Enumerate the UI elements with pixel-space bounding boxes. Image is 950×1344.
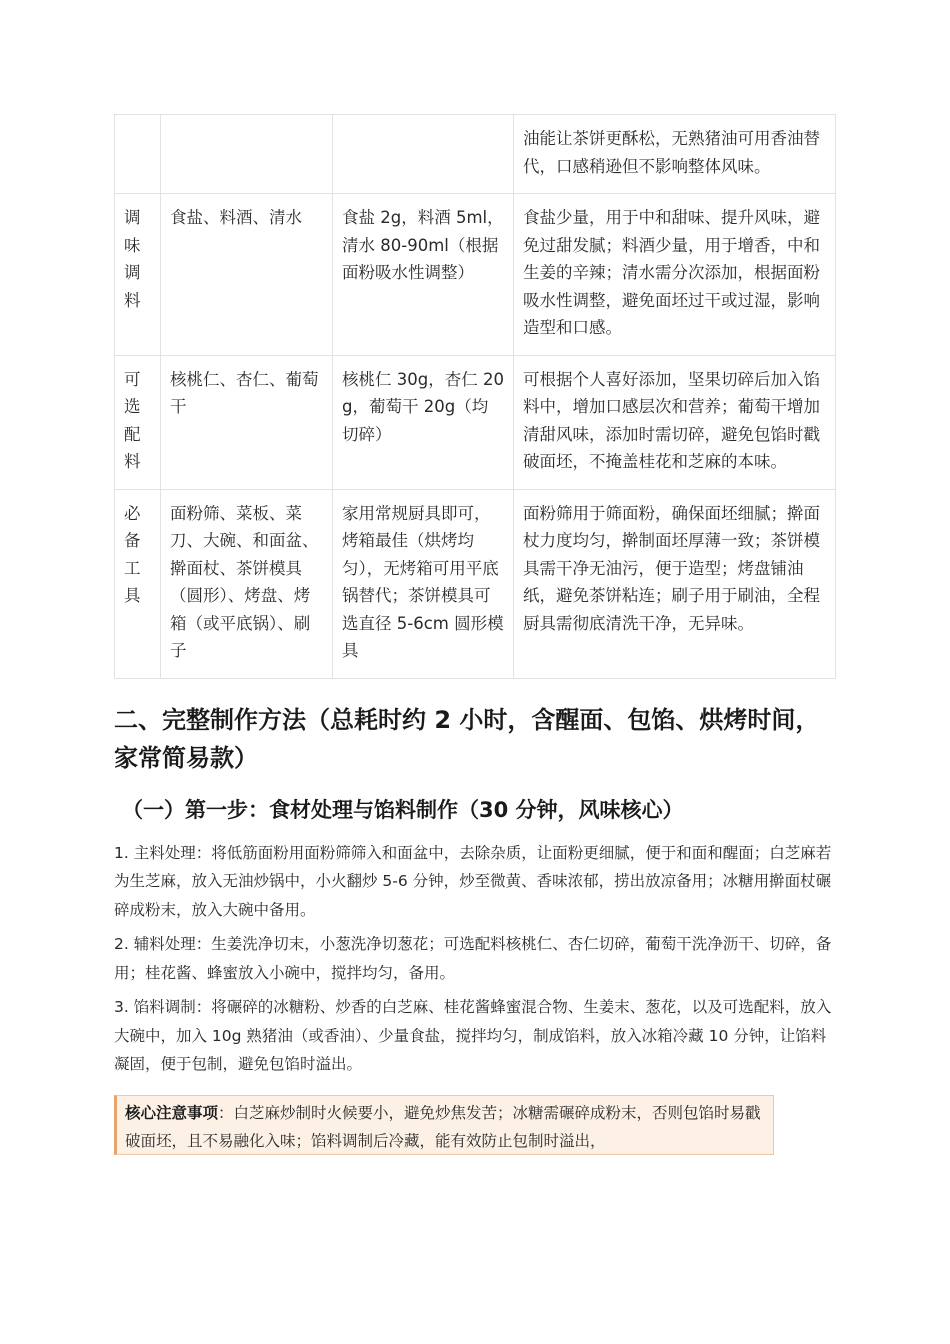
amount-cell (333, 115, 514, 194)
category-cell: 必备工具 (115, 489, 161, 678)
ingredients-table (114, 114, 836, 679)
step-paragraph: 2. 辅料处理：生姜洗净切末，小葱洗净切葱花；可选配料核桃仁、杏仁切碎，葡萄干洗净沥干、切碎，备用；桂花酱、蜂蜜放入小碗中，搅拌均匀，备用。 (114, 935, 832, 982)
items-cell: 食盐、料酒、清水 (161, 194, 333, 356)
category-cell: 调味调料 (115, 194, 161, 356)
amount-cell: 食盐 2g，料酒 5ml，清水 80-90ml（根据面粉吸水性调整） (333, 194, 514, 356)
table-row (115, 489, 836, 678)
step-paragraph: 3. 馅料调制：将碾碎的冰糖粉、炒香的白芝麻、桂花酱蜂蜜混合物、生姜末、葱花，以及可选配料，放入大碗中，加入 10g 熟猪油（或香油）、少量食盐，搅拌均匀，制成馅料，放入冰箱冷藏 10 分钟，让馅料凝固，便于包制，避免包馅时溢出。 (114, 998, 832, 1073)
note-cell: 油能让茶饼更酥松，无熟猪油可用香油替代，口感稍逊但不影响整体风味。 (514, 115, 836, 194)
items-cell (161, 115, 333, 194)
items-cell: 面粉筛、菜板、菜刀、大碗、和面盆、擀面杖、茶饼模具（圆形）、烤盘、烤箱（或平底锅）、刷子 (161, 489, 333, 678)
table-row (115, 194, 836, 356)
document-page (114, 114, 835, 1155)
note-callout (114, 1095, 774, 1155)
note-label: 核心注意事项 (125, 1103, 219, 1122)
note-cell: 食盐少量，用于中和甜味、提升风味，避免过甜发腻；料酒少量，用于增香，中和生姜的辛辣；清水需分次添加，根据面粉吸水性调整，避免面坯过干或过湿，影响造型和口感。 (514, 194, 836, 356)
category-cell: 可选配料 (115, 355, 161, 489)
amount-cell: 核桃仁 30g，杏仁 20g，葡萄干 20g（均切碎） (333, 355, 514, 489)
category-cell (115, 115, 161, 194)
step-heading: （一）第一步：食材处理与馅料制作（30 分钟，风味核心） (122, 797, 684, 822)
section-heading: 二、完整制作方法（总耗时约 2 小时，含醒面、包馅、烘烤时间，家常简易款） (114, 705, 820, 772)
items-cell: 核桃仁、杏仁、葡萄干 (161, 355, 333, 489)
note-cell: 可根据个人喜好添加，坚果切碎后加入馅料中，增加口感层次和营养；葡萄干增加清甜风味，添加时需切碎，避免包馅时戳破面坯，不掩盖桂花和芝麻的本味。 (514, 355, 836, 489)
step-paragraph: 1. 主料处理：将低筋面粉用面粉筛筛入和面盆中，去除杂质，让面粉更细腻，便于和面和醒面；白芝麻若为生芝麻，放入无油炒锅中，小火翻炒 5-6 分钟，炒至微黄、香味浓郁，捞出放凉备用；冰糖用擀面杖碾碎成粉末，放入大碗中备用。 (114, 843, 832, 919)
note-text: ：白芝麻炒制时火候要小，避免炒焦发苦；冰糖需碾碎成粉末，否则包馅时易戳破面坯，且不易融化入味；馅料调制后冷藏，能有效防止包制时溢出， (125, 1103, 761, 1150)
table-row (115, 115, 836, 194)
table-row (115, 355, 836, 489)
note-cell: 面粉筛用于筛面粉，确保面坯细腻；擀面杖力度均匀，擀制面坯厚薄一致；茶饼模具需干净无油污，便于造型；烤盘铺油纸，避免茶饼粘连；刷子用于刷油，全程厨具需彻底清洗干净，无异味。 (514, 489, 836, 678)
amount-cell: 家用常规厨具即可，烤箱最佳（烘烤均匀），无烤箱可用平底锅替代；茶饼模具可选直径 5-6cm 圆形模具 (333, 489, 514, 678)
